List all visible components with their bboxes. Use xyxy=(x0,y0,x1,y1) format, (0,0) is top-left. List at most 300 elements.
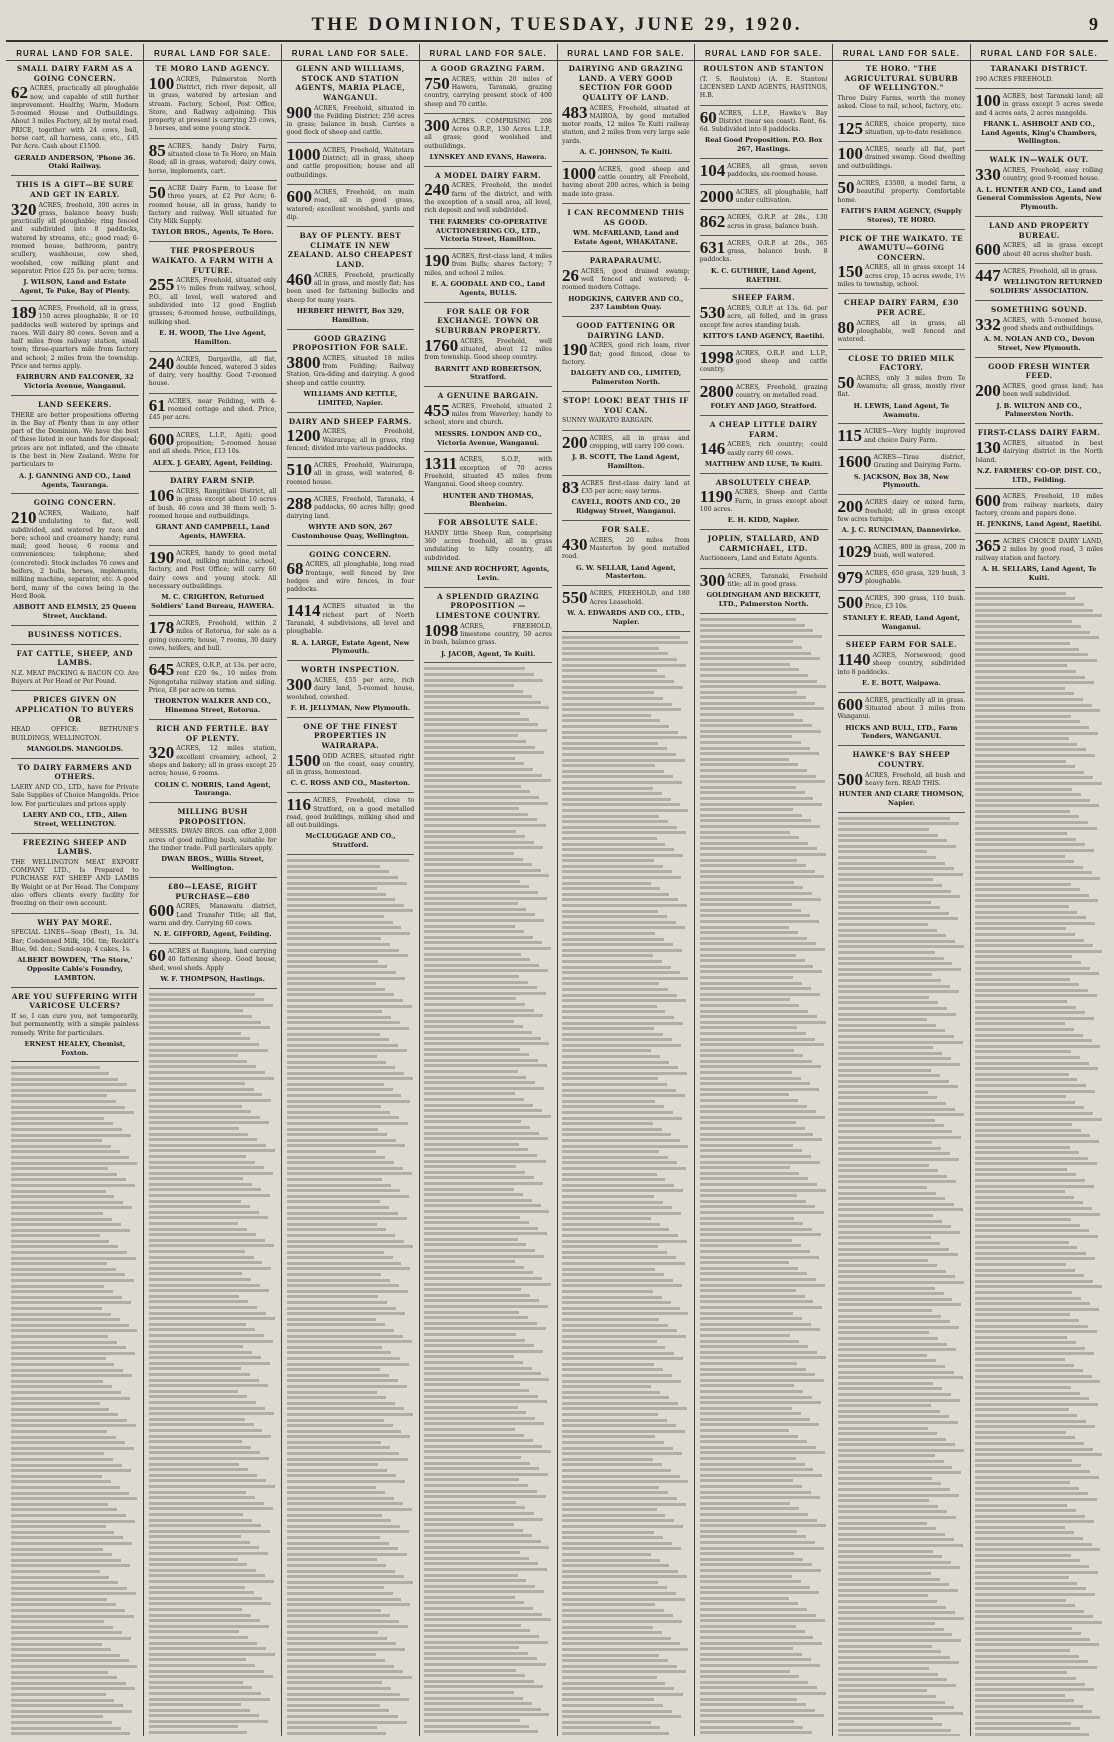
ad-acreage: 1190 xyxy=(699,487,733,507)
ad-divider xyxy=(11,644,139,645)
ad-body: ACRES, practically all in grass. Situated about 3 miles from Wanganui. xyxy=(837,696,966,721)
ad-acreage: 455 xyxy=(424,400,450,420)
ad-body: N.Z. MEAT PACKING & BACON CO. Are Buyers at Per Head or Per Pound. xyxy=(11,669,139,686)
classified-ad xyxy=(975,155,1103,212)
ad-acreage: 190 xyxy=(562,340,588,360)
classified-ad xyxy=(837,451,966,490)
ad-body: ACRES, Freehold, all in grass. xyxy=(1002,267,1098,275)
ad-acreage: 1500 xyxy=(286,750,321,770)
ad-signature: A. C. JOHNSON, Te Kuiti. xyxy=(579,148,673,157)
column-rule xyxy=(143,44,144,1736)
ad-body: ACRES, handy to good metal road, milking machine, school, factory, and Post Office; will carry 60 dairy cows and young stock. All necessary outbuildings. xyxy=(148,549,277,591)
classified-ad xyxy=(287,550,415,595)
ad-signature: E. A. GOODALL AND CO., Land Agents, BULLS. xyxy=(431,280,546,297)
ad-body: SUNNY WAIKATO BARGAIN. xyxy=(562,417,654,425)
ad-signature: WELLINGTON RETURNED SOLDIERS' ASSOCIATION. xyxy=(989,278,1103,296)
classified-ad xyxy=(11,918,139,983)
ad-acreage: 600 xyxy=(975,240,1001,260)
ad-heading: ROULSTON AND STANTON xyxy=(703,64,825,73)
ad-signature: HODGKINS, CARVER AND CO., 237 Lambton Quay. xyxy=(568,294,684,312)
ad-body: ACRES, freehold, 300 acres in grass, balance heavy bush; practically all ploughable; ring fenced and subdivided into 8 paddocks, watered by streams, etc.; good road; 6-roomed house, bathroom, pantry, scullery, washhouse, cow shed, woolshed, cow milking plant and separator. Price £25 5s. per acre; terms. xyxy=(11,201,139,275)
classified-ad xyxy=(700,214,828,231)
column-header: RURAL LAND FOR SALE. xyxy=(144,46,282,61)
column-rule xyxy=(419,44,420,1736)
ad-body: ACRES, rich country; could easily carry 60 cows. xyxy=(727,441,828,457)
ad-body: ACRES, good grass land; has been well subdivided. xyxy=(1002,383,1103,399)
ad-acreage: 300 xyxy=(699,570,726,590)
ad-signature: E. E. BOTT, Waipawa. xyxy=(861,678,941,687)
ad-divider xyxy=(700,158,828,159)
ad-heading: STOP! LOOK! BEAT THIS IF YOU CAN. xyxy=(563,396,689,415)
ad-acreage: 83 xyxy=(562,477,579,497)
ad-acreage: 600 xyxy=(148,429,175,449)
ad-divider xyxy=(700,473,828,474)
ad-acreage: 50 xyxy=(148,182,166,202)
ad-heading: PARAPARAUMU. xyxy=(589,256,663,265)
ad-body: ACRES situated in the richest part of North Taranaki, 4 subdivisions, all level and ploughable. xyxy=(286,603,415,636)
ad-signature: J. JACOB, Agent, Te Kuiti. xyxy=(440,649,536,658)
ad-body: ACRES, Freehold, Taranaki, 4 paddocks, 60 acres hilly; good dairying land. xyxy=(286,496,415,520)
ad-acreage: 600 xyxy=(286,186,312,206)
ad-body: ACRES, situated 18 miles from Feilding; Railway Station, Gra-dding and dairying. A good sheep and cattle country. xyxy=(286,354,415,387)
classified-ad xyxy=(838,234,966,290)
ad-heading: RICH AND FERTILE. BAY OF PLENTY. xyxy=(156,724,270,743)
ad-acreage: 600 xyxy=(975,491,1001,511)
ad-divider xyxy=(149,138,277,139)
ad-divider xyxy=(975,216,1103,217)
ad-body: ACRES. COMPRISING 208 Acres O.R.P., 130 Acres L.I.P., all grass; good woolshed and outbuildings. xyxy=(424,117,552,150)
ad-divider xyxy=(838,494,966,495)
ad-signature: K. C. GUTHRIE, Land Agent, RAETIHI. xyxy=(710,266,817,284)
ad-acreage: 100 xyxy=(975,90,1001,110)
ad-acreage: 190 xyxy=(148,547,175,567)
ad-body: ACRES, good drained swamp; well fenced and watered; 4-roomed modern Cottage. xyxy=(562,267,690,292)
ad-acreage: 483 xyxy=(562,102,588,122)
ad-heading: ARE YOU SUFFERING WITH VARICOSE ULCERS? xyxy=(11,991,138,1011)
classified-ad xyxy=(700,163,828,180)
classified-ad xyxy=(424,253,552,298)
classified-ad xyxy=(287,496,415,541)
classified-ad xyxy=(287,64,415,138)
ad-signature: WM. McFARLAND, Land and Estate Agent, WHAKATANE. xyxy=(573,229,679,247)
ad-signature: HICKS AND BULL, LTD., Farm Tenders, WANGANUI. xyxy=(845,723,958,741)
ad-signature: GOLDINGHAM AND BECKETT, LTD., Palmerston North. xyxy=(706,591,821,609)
ad-divider xyxy=(838,293,966,294)
ad-body: ACRES, situated in best dairying district in the North Island. xyxy=(975,439,1103,464)
ad-acreage: 365 xyxy=(975,536,1001,556)
ad-divider xyxy=(287,491,415,492)
ad-signature: FRANK L. ASHBOLT AND CO., Land Agents, King's Chambers, Wellington. xyxy=(981,119,1098,146)
ad-body: ACRES, Freehold, well situated, about 12 miles from township. Good sheep country. xyxy=(424,337,552,362)
ad-body: ACRES, Freehold, 10 miles from railway markets, dairy factory, cream and papers done. xyxy=(975,493,1103,518)
ad-heading: JOPLIN, STALLARD, AND CARMICHAEL, LTD. xyxy=(707,534,820,553)
ad-signature: ABBOTT AND ELMSLY, 25 Queen Street, Auckland. xyxy=(13,603,137,621)
ad-divider xyxy=(149,241,277,242)
ad-acreage: 255 xyxy=(148,275,175,295)
ad-divider xyxy=(424,513,552,514)
ad-body: HEAD OFFICE: BETHUNE'S BUILDINGS, WELLINGTON. xyxy=(11,726,139,742)
ad-divider xyxy=(562,391,690,392)
classified-ad xyxy=(11,180,139,296)
ad-divider xyxy=(562,475,690,476)
ad-heading: LAND SEEKERS. xyxy=(38,399,112,409)
classified-ad xyxy=(975,362,1103,420)
classified-ad xyxy=(562,525,690,581)
ad-signature: KITTO'S LAND AGENCY, Raetihi. xyxy=(702,331,825,340)
ad-signature: W. A. EDWARDS AND CO., LTD., Napier. xyxy=(567,608,685,626)
ad-heading: GOING CONCERN. xyxy=(309,549,392,559)
ad-acreage: 1200 xyxy=(286,426,321,446)
ad-body: ACRES at Rangiora, land carrying 40 fattening sheep. Good house, shed, wool sheds. Apply xyxy=(148,947,277,972)
ad-acreage: 862 xyxy=(699,212,726,232)
classified-ad xyxy=(838,750,966,808)
ad-acreage: 150 xyxy=(837,262,863,282)
ad-divider xyxy=(562,251,690,252)
ad-heading: CHEAP DAIRY FARM, £30 PER ACRE. xyxy=(844,298,959,317)
ad-acreage: 60 xyxy=(148,945,166,965)
newsprint-texture xyxy=(838,817,966,1736)
ad-body: ACRES, good sheep and cattle country, all Freehold, having about 200 acres, which is being made into grass. xyxy=(562,165,690,198)
ad-body: THERE are better propositions offering in the Bay of Plenty than in any other part of the Dominion. We have the best of these listed in our hands for disposal; prices are not inflated, and the climate is the best in New Zealand. Write for particulars to xyxy=(11,411,139,469)
ad-divider xyxy=(700,529,828,530)
ad-divider xyxy=(562,316,690,317)
ad-divider xyxy=(700,379,828,380)
ad-acreage: 330 xyxy=(975,164,1001,184)
ad-signature: E. H. KIDD, Napier. xyxy=(727,516,800,525)
ad-signature: MATTHEW AND LUSE, Te Kuiti. xyxy=(704,459,823,468)
ad-acreage: 1098 xyxy=(424,620,459,640)
ad-divider xyxy=(424,302,552,303)
ad-divider xyxy=(149,988,277,989)
classified-ad xyxy=(286,186,415,222)
ad-acreage: 200 xyxy=(837,497,863,517)
ad-acreage: 332 xyxy=(975,314,1001,334)
ad-signature: A. M. NOLAN AND CO., Devon Street, New Plymouth. xyxy=(983,335,1095,352)
classified-ad xyxy=(11,302,139,391)
ad-divider xyxy=(562,631,690,632)
ad-signature: N. E. GIFFORD, Agent, Feilding. xyxy=(153,930,272,939)
ad-divider xyxy=(700,105,828,106)
ad-acreage: 300 xyxy=(286,674,312,694)
ad-divider xyxy=(149,427,277,428)
ad-divider xyxy=(149,657,277,658)
ad-acreage: 100 xyxy=(837,144,863,164)
ad-signature: HERBERT HEWITT, Box 329, Hamilton. xyxy=(296,306,405,324)
column-rule xyxy=(832,44,833,1736)
ad-divider xyxy=(838,812,966,813)
classified-ad xyxy=(287,603,415,656)
ad-body: ACRES, Taranaki, Freehold title; all in good grass. xyxy=(727,572,828,589)
ad-divider xyxy=(424,662,552,663)
ad-heading: TO DAIRY FARMERS AND OTHERS. xyxy=(17,762,133,782)
ad-acreage: 116 xyxy=(286,795,312,815)
ad-body: ACRES, Freehold, situated in the Feilding District; 250 acres in grass; balance in bush. Carries a good flock of sheep and cattle. xyxy=(286,104,415,137)
ad-body: ACRES, handy Dairy Farm, situated close to Te Horo, on Main Road; all in grass, watered; dairy cows, horse, implements, cart. xyxy=(148,142,277,175)
classified-ad xyxy=(699,186,828,206)
classified-ad xyxy=(11,763,139,829)
ad-acreage: 510 xyxy=(286,460,312,480)
ad-heading: ABSOLUTELY CHEAP. xyxy=(715,477,812,487)
classified-ad xyxy=(149,620,277,653)
ad-divider xyxy=(838,539,966,540)
ad-divider xyxy=(838,590,966,591)
ad-heading: A SPLENDID GRAZING PROPOSITION —LIMESTONE COUNTRY. xyxy=(435,591,541,620)
classified-ad xyxy=(11,649,139,687)
classified-ad xyxy=(424,391,552,447)
ad-body: ACRES—Very highly improved and choice Dairy Farm. xyxy=(864,428,966,444)
classified-ad xyxy=(424,171,552,244)
ad-acreage: 240 xyxy=(424,180,450,200)
ad-divider xyxy=(287,854,415,855)
ad-acreage: 50 xyxy=(837,372,855,392)
ad-signature: FOLEY AND JAGO, Stratford. xyxy=(710,402,817,411)
ad-body: ACRES first-class dairy land at £35 per acre; easy terms. xyxy=(581,479,690,496)
ad-acreage: 80 xyxy=(837,317,855,337)
ad-divider xyxy=(838,229,966,230)
ad-signature: THE FARMERS' CO-OPERATIVE AUCTIONEERING CO., LTD., Victoria Street, Hamilton. xyxy=(428,217,548,244)
classified-ad xyxy=(11,498,139,621)
ad-acreage: 104 xyxy=(699,161,726,181)
classified-ad xyxy=(11,838,139,909)
classified-ad xyxy=(975,305,1103,353)
ad-body: ACRES, all in grass and cropping, will carry 100 cows. xyxy=(589,434,690,450)
ad-divider xyxy=(700,184,828,185)
ad-signature: LAERY AND CO., LTD., Allen Street, WELLINGTON. xyxy=(22,810,127,828)
ad-heading: THIS IS A GIFT—BE SURE AND GET IN EARLY. xyxy=(16,180,134,199)
ad-divider xyxy=(149,351,277,352)
classified-ad xyxy=(975,538,1103,583)
ad-divider xyxy=(149,393,277,394)
ad-body: ACRES, practically all ploughable now, and capable of still further improvement. Healthy, Warm, Modern 5-roomed House and Outbuildings. About 3 miles Factory, all by metal road. PRICE, together with 24 cows, bull, horse cart, all harness, cans, etc., £45 Per Acre. Cash about £1500. xyxy=(11,85,139,151)
ad-divider xyxy=(424,451,552,452)
ad-signature: TAYLOR BROS., Agents, Te Horo. xyxy=(151,228,274,237)
ad-acreage: 68 xyxy=(286,559,304,579)
ad-heading: SMALL DAIRY FARM AS A GOING CONCERN. xyxy=(16,64,133,83)
ad-divider xyxy=(149,180,277,181)
ad-divider xyxy=(11,690,139,691)
ad-signature: ERNEST HEALEY, Chemist, Foxton. xyxy=(24,1039,126,1057)
classified-ad xyxy=(149,476,277,540)
classified-ad xyxy=(287,231,415,324)
ad-body: ACRE Dairy Farm, to Lease for three years, at £2 Per Acre; 6-roomed house, all in grass, handy to factory and railway. Well situated for City Milk Supply. xyxy=(148,184,277,226)
ad-body: ACRES, FREEHOLD, and 180 Acres Leasehold. xyxy=(589,590,690,606)
classified-ad xyxy=(562,590,690,626)
ad-heading: BAY OF PLENTY. BEST CLIMATE IN NEW ZEALAND. ALSO CHEAPEST LAND. xyxy=(287,231,413,270)
ad-acreage: 178 xyxy=(148,618,175,637)
ad-divider xyxy=(149,545,277,546)
ad-heading: TE HORO. "THE AGRICULTURAL SUBURB OF WELLINGTON." xyxy=(844,64,959,93)
ad-divider xyxy=(424,113,552,114)
column-header: RURAL LAND FOR SALE. xyxy=(833,46,971,61)
ad-heading: FREEZING SHEEP AND LAMBS. xyxy=(22,837,127,857)
classified-ad xyxy=(286,144,415,180)
ad-acreage: 240 xyxy=(148,353,175,373)
ad-body: (T. S. Roulston) (A. E. Stanton) LICENSED LAND AGENTS, HASTINGS, H.B. xyxy=(699,75,828,100)
ad-signature: H. LEWIS, Land Agent, Te Awamutu. xyxy=(853,401,950,419)
ad-heading: TARANAKI DISTRICT. xyxy=(990,64,1088,73)
column-header: RURAL LAND FOR SALE. xyxy=(695,46,833,61)
classified-ad xyxy=(975,90,1103,146)
ad-acreage: 106 xyxy=(148,486,175,506)
ad-heading: MILLING BUSH PROPOSITION. xyxy=(177,807,248,826)
ad-signature: M. C. CRIGHTON, Returned Soldiers' Land Bureau, HAWERA. xyxy=(151,593,275,611)
ad-acreage: 1414 xyxy=(286,601,321,621)
ad-heading: SOMETHING SOUND. xyxy=(990,304,1088,314)
ad-body: ACRES, Freehold, within 2 miles of Rotorua, for sale as a going concern; house, 7 rooms, 30 dairy cows, heifers, and bull. xyxy=(148,620,277,652)
ad-divider xyxy=(562,203,690,204)
ad-body: ACRES, choice property, nice situation, up-to-date residence. xyxy=(865,120,966,136)
classified-ad xyxy=(287,417,415,454)
ad-divider xyxy=(11,1061,139,1062)
ad-acreage: 320 xyxy=(11,199,37,219)
ad-body: ACRES, first-class land, 4 miles from Bulls; shares factory; 7 miles, and school 2 miles. xyxy=(424,253,552,277)
ad-acreage: 1311 xyxy=(424,454,458,474)
column-header: RURAL LAND FOR SALE. xyxy=(282,46,420,61)
ad-body: HANDY little Sheep Run, comprising 360 acres freehold, all in grass undulating to hilly country, all subdivided. xyxy=(424,529,552,562)
ad-body: ACRES, 12 miles station, excellent creamery, school, 2 shops and bakery; all in grass except 25 acres; house, 6 rooms. xyxy=(148,745,277,778)
column-rule xyxy=(557,44,558,1736)
ad-acreage: 645 xyxy=(148,660,175,680)
classified-ad xyxy=(975,493,1103,529)
ad-body: ACRES, all in grass except about 40 acres shelter bush. xyxy=(1002,242,1103,258)
column-1 xyxy=(6,46,144,1736)
ad-body: ACRES, £55 per acre, rich dairy land, 5-roomed house, woolshed, cowshed. xyxy=(286,676,415,701)
ad-heading: FOR SALE. xyxy=(601,525,650,535)
ad-body: ACRES, all ploughable, long road frontage, well fenced by live hedges and wire fences, in four paddocks. xyxy=(286,561,415,594)
classified-ad xyxy=(700,478,828,525)
ad-divider xyxy=(11,987,139,988)
classified-ad xyxy=(148,429,277,468)
ad-divider xyxy=(838,449,966,450)
ad-divider xyxy=(562,520,690,521)
ad-signature: Real Good Proposition. P.O. Box 267, Hastings. xyxy=(704,136,823,154)
ad-body: ACRES, all in grass, all ploughable, well fenced and watered. xyxy=(837,319,966,344)
classified-ad xyxy=(562,256,690,312)
ad-acreage: 200 xyxy=(975,381,1001,401)
ad-body: ACRES, O.R.P. at 28s., 130 acres in grass, balance bush. xyxy=(727,214,828,230)
classified-ad xyxy=(149,724,277,798)
ad-acreage: 1760 xyxy=(424,335,459,355)
column-header: RURAL LAND FOR SALE. xyxy=(557,46,695,61)
ad-body: ACRES, Norsewood; good sheep country, subdivided into 8 paddocks. xyxy=(837,652,966,676)
ad-divider xyxy=(975,263,1103,264)
classified-ad xyxy=(700,420,828,469)
ad-signature: WHYTE AND SON, 267 Customhouse Quay, Wellington. xyxy=(291,522,410,540)
ad-acreage: 430 xyxy=(562,534,588,554)
ad-heading: DAIRY FARM SNIP. xyxy=(170,476,256,486)
ad-divider xyxy=(424,166,552,167)
ad-signature: COLIN C. NORRIS, Land Agent, Tauranga. xyxy=(154,780,271,798)
ad-acreage: 1998 xyxy=(699,347,734,367)
ad-body: THE WELLINGTON MEAT EXPORT COMPANY LTD., Is Prepared to PURCHASE FAT SHEEP AND LAMBS By Weight or at Per Head. The Company also offers clients every facility for freezing on their own account. xyxy=(11,858,139,908)
ad-body: ACRES, Dargaville, all flat, double fenced, watered 3 sides of dairy, very healthy. Good 7-roomed house. xyxy=(148,355,277,388)
ad-heading: I CAN RECOMMEND THIS AS GOOD. xyxy=(567,208,685,227)
ad-divider xyxy=(562,161,690,162)
ad-body: SPECIAL LINES—Soap (Best), 1s. 3d. Bar; Condensed Milk, 10d. tin; Reckitt's Blue, 9d. doz.; Sand-soap, 4 cakes, 1s. xyxy=(11,929,139,953)
ad-heading: FOR ABSOLUTE SALE. xyxy=(438,518,539,528)
ad-heading: FIRST-CLASS DAIRY FARM. xyxy=(977,428,1101,438)
ad-acreage: 750 xyxy=(424,73,450,93)
ad-divider xyxy=(838,175,966,176)
ad-acreage: 600 xyxy=(837,694,863,714)
ad-divider xyxy=(700,235,828,236)
ad-heading: ONE OF THE FINEST PROPERTIES IN WAIRARAPA. xyxy=(303,721,398,750)
classified-ad xyxy=(975,221,1103,259)
column-rule xyxy=(281,44,282,1736)
ad-heading: SHEEP FARM. xyxy=(732,293,796,303)
ad-signature: GRANT AND CAMPBELL, Land Agents, HAWERA. xyxy=(155,523,270,541)
ad-divider xyxy=(287,329,415,330)
classified-ad xyxy=(149,246,277,346)
ad-signature: THORNTON WALKER AND CO., Hinemoa Street, Rotorua. xyxy=(154,697,272,715)
ad-body: ACRES, within 20 miles of Hawera, Taranaki, grazing country, carrying present stock of 400 sheep and 70 cattle. xyxy=(424,75,552,108)
ad-heading: HAWKE'S BAY SHEEP COUNTRY. xyxy=(852,750,951,769)
classified-ad xyxy=(424,456,552,509)
classified-ad xyxy=(148,547,277,611)
classified-ad xyxy=(149,882,277,939)
ad-acreage: 210 xyxy=(11,507,37,527)
ad-divider xyxy=(562,585,690,586)
ad-signature: LYNSKEY AND EVANS, Hawera. xyxy=(429,153,547,162)
ad-signature: McCLUGGAGE AND CO., Stratford. xyxy=(305,832,396,850)
ad-heading: BUSINESS NOTICES. xyxy=(27,629,123,639)
classified-ad xyxy=(287,462,415,487)
ad-body: ACRES, Freehold, all in grass, 150 acres ploughable, 8 or 10 paddocks well watered by springs and races. Will dairy 80 cows. Seven and a half miles from railway station, small town; three-quarters mile from factory and school; 2 miles from the township. Price and terms apply. xyxy=(11,304,139,370)
newsprint-texture xyxy=(975,592,1103,1736)
newsprint-texture xyxy=(149,993,277,1736)
classified-ad xyxy=(149,64,277,134)
ad-divider xyxy=(287,717,415,718)
ad-acreage: 500 xyxy=(837,593,863,613)
ad-heading: LAND AND PROPERTY BUREAU. xyxy=(989,221,1090,240)
ad-acreage: 600 xyxy=(148,901,175,921)
ad-divider xyxy=(975,88,1103,89)
ad-acreage: 979 xyxy=(837,567,863,587)
ad-divider xyxy=(838,423,966,424)
ad-signature: J. B. WILTON AND CO., Palmerston North. xyxy=(996,401,1082,419)
ad-heading: TE MORO LAND AGENCY. xyxy=(155,64,270,73)
ad-heading: WHY PAY MORE. xyxy=(37,917,113,927)
ad-body: ACRES CHOICE DAIRY LAND, 2 miles by good road, 3 miles railway station and factory. xyxy=(975,538,1103,562)
ad-heading: A CHEAP LITTLE DAIRY FARM. xyxy=(709,420,818,439)
ad-divider xyxy=(975,533,1103,534)
ad-divider xyxy=(838,565,966,566)
classified-ad xyxy=(562,432,690,471)
classified-ad xyxy=(562,208,690,247)
classified-ad xyxy=(700,64,828,101)
column-5 xyxy=(557,46,695,1736)
ad-heading: A GOOD GRAZING FARM. xyxy=(431,64,545,73)
ad-divider xyxy=(11,175,139,176)
ad-divider xyxy=(287,142,415,143)
ad-signature: DALGETY AND CO., LIMITED, Palmerston North. xyxy=(570,369,682,387)
classified-ad xyxy=(424,115,552,162)
ad-signature: CAVELL, ROOTS AND CO., 20 Ridgway Street, Wanganui. xyxy=(571,498,681,516)
ad-divider xyxy=(149,471,277,472)
classified-ad xyxy=(148,395,277,423)
ad-divider xyxy=(287,226,415,227)
ad-signature: F. H. JELLYMAN, New Plymouth. xyxy=(290,703,411,712)
ad-divider xyxy=(287,457,415,458)
classified-ad xyxy=(838,180,966,225)
ad-body: ACRES, near Feilding, with 4-roomed cottage and shed. Price, £45 per acre. xyxy=(148,397,277,422)
ad-signature: DWAN BROS., Willis Street, Wellington. xyxy=(161,855,264,873)
ad-divider xyxy=(287,598,415,599)
ad-acreage: 3800 xyxy=(286,352,321,372)
ad-heading: GOOD FATTENING OR DAIRYING LAND. xyxy=(576,321,676,340)
ad-body: ACRES, Rangitikei District, all in grass except about 10 acres of bush. 46 cows and 38 them well; 5-roomed house and outbuildings. xyxy=(148,488,277,520)
classified-ad xyxy=(287,722,415,789)
